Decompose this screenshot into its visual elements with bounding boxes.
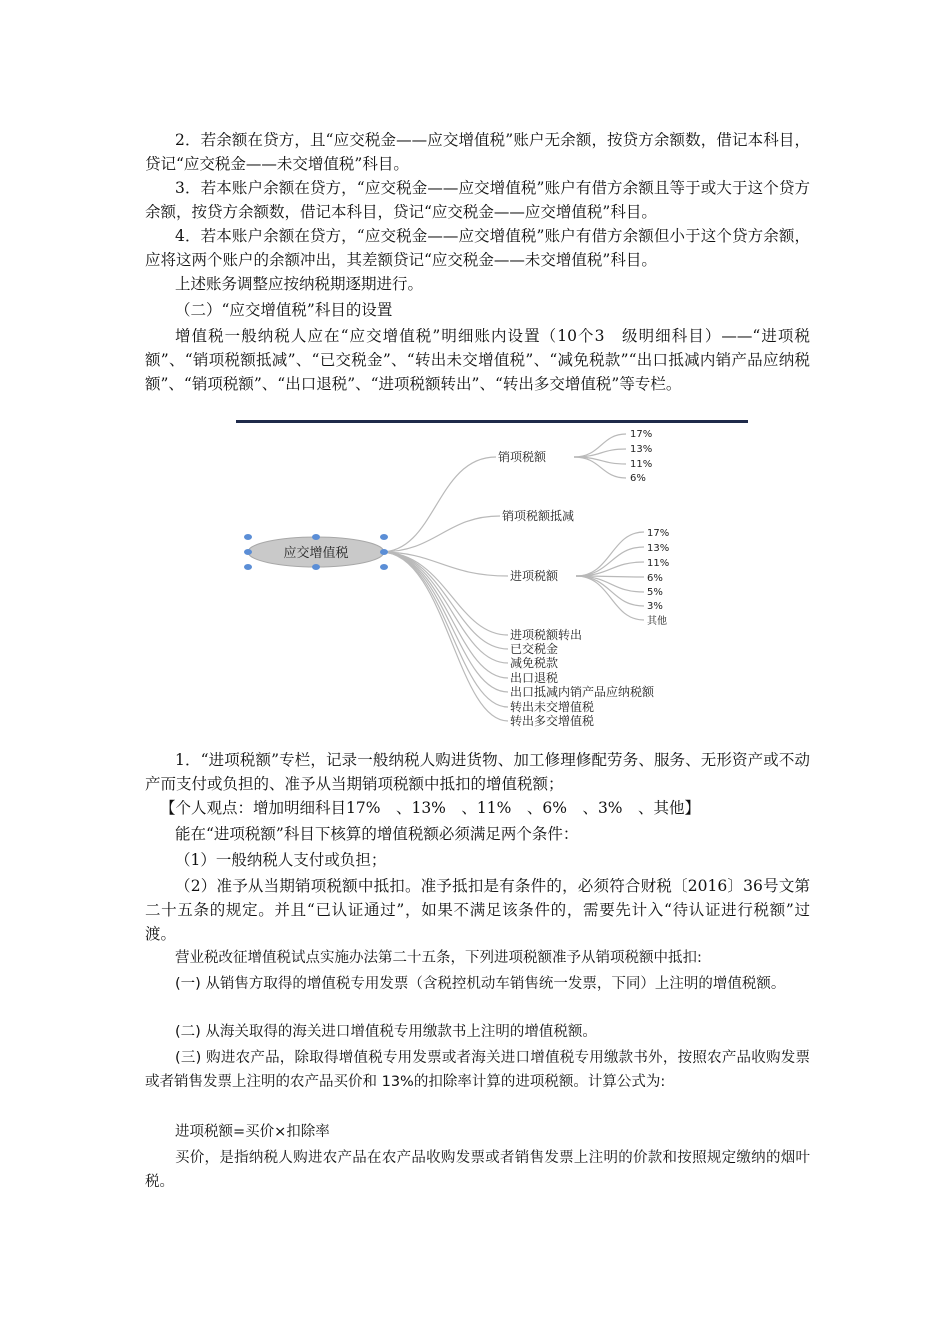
sales-rate-17: 17%	[630, 429, 653, 440]
figure-top-border	[236, 420, 748, 423]
condition-2: （2）准予从当期销项税额中抵扣。准予抵扣是有条件的，必须符合财税〔2016〕36号文第二十五条的规定。并且“已认证通过”，如果不满足该条件的，需要先计入“待认证进行税额”过渡。	[145, 877, 810, 943]
article-25-item-3: (三) 购进农产品，除取得增值税专用发票或者海关进口增值税专用缴款书外，按照农产品收购发票或者销售发票上注明的农产品买价和 13%的扣除率计算的进项税额。计算公式为:	[145, 1050, 810, 1090]
purchase-price-definition: 买价，是指纳税人购进农产品在农产品收购发票或者销售发票上注明的价款和按照规定缴纳的烟叶税。	[145, 1150, 810, 1190]
input-rate-other: 其他	[647, 616, 667, 627]
paragraph-subaccounts: 增值税一般纳税人应在“应交增值税”明细账内设置（10个3 级明细科目）——“进项税额”、“销项税额抵减”、“已交税金”、“转出未交增值税”、“减免税款”“出口抵减内销产品应纳税额”、“销项税额”、“出口退税”、“进项税额转出”、“转出多交增值税”等专栏。	[145, 327, 810, 393]
branch-input-transfer-out: 进项税额转出	[510, 628, 583, 642]
input-rate-5: 5%	[647, 587, 663, 598]
input-rate-17: 17%	[647, 528, 670, 539]
paragraph-input-tax-column: 1．“进项税额”专栏，记录一般纳税人购进货物、加工修理修配劳务、服务、无形资产或不动产而支付或负担的、准予从当期销项税额中抵扣的增值税额；	[145, 751, 810, 793]
input-rate-6: 6%	[647, 573, 663, 584]
paragraph-rule-3: 3．若本账户余额在贷方，“应交税金——应交增值税”账户有借方余额且等于或大于这个贷方余额，按贷方余额数，借记本科目，贷记“应交税金——应交增值税”科目。	[145, 179, 810, 221]
paragraph-conditions: 能在“进项税额”科目下核算的增值税额必须满足两个条件：	[175, 825, 579, 843]
input-rate-13: 13%	[647, 543, 670, 554]
sales-rate-13: 13%	[630, 444, 653, 455]
paragraph-rule-4: 4．若本账户余额在贷方，“应交税金——应交增值税”账户有借方余额但小于这个贷方余额，应将这两个账户的余额冲出，其差额贷记“应交税金——未交增值税”科目。	[145, 227, 810, 269]
input-rate-11: 11%	[647, 558, 670, 569]
branch-export-refund: 出口退税	[510, 671, 559, 685]
input-rate-3: 3%	[647, 601, 663, 612]
branch-unpaid-transfer: 转出未交增值税	[510, 700, 595, 714]
sales-rate-6: 6%	[630, 473, 646, 484]
branch-overpaid-transfer: 转出多交增值税	[510, 714, 595, 728]
sales-rate-11: 11%	[630, 459, 653, 470]
article-25-item-2: (二) 从海关取得的海关进口增值税专用缴款书上注明的增值税额。	[175, 1024, 597, 1040]
branch-tax-relief: 减免税款	[510, 656, 559, 670]
article-25-item-1: (一) 从销售方取得的增值税专用发票（含税控机动车销售统一发票，下同）上注明的增值税额。	[175, 976, 786, 992]
branch-export-offset: 出口抵减内销产品应纳税额	[510, 685, 655, 699]
root-label: 应交增值税	[283, 546, 349, 561]
section-heading: （二）“应交增值税”科目的设置	[175, 301, 393, 319]
personal-note: 【个人观点：增加明细科目17% 、13% 、11% 、6% 、3% 、其他】	[160, 799, 701, 817]
branch-sales-deduction: 销项税额抵减	[502, 509, 575, 523]
formula: 进项税额=买价×扣除率	[175, 1124, 330, 1140]
branch-sales-tax: 销项税额	[498, 450, 547, 464]
vat-account-mindmap	[236, 420, 748, 730]
branch-input-tax: 进项税额	[510, 569, 559, 583]
paragraph-adjustment-note: 上述账务调整应按纳税期逐期进行。	[175, 275, 424, 293]
branch-paid-tax: 已交税金	[510, 642, 559, 656]
article-25-intro: 营业税改征增值税试点实施办法第二十五条，下列进项税额准予从销项税额中抵扣:	[175, 950, 702, 966]
paragraph-rule-2: 2．若余额在贷方，且“应交税金——应交增值税”账户无余额，按贷方余额数，借记本科目，贷记“应交税金——未交增值税”科目。	[145, 131, 810, 173]
condition-1: （1）一般纳税人支付或负担；	[175, 851, 387, 869]
